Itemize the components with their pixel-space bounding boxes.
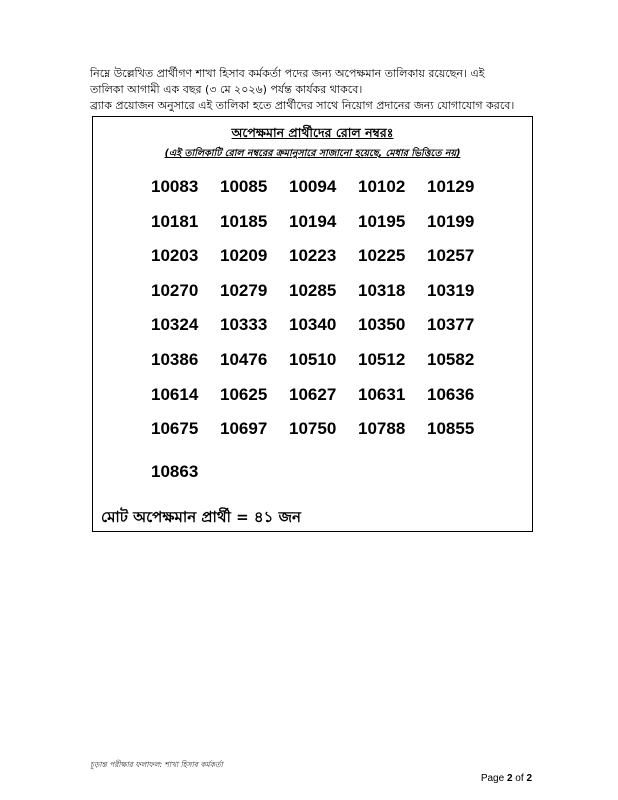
waiting-list-subtitle: (এই তালিকাটি রোল নম্বরের ক্রমানুসারে সাজানো হয়েছে, মেধার ভিত্তিতে নয়)	[164, 148, 461, 159]
footer-document-title: চূড়ান্ত পরীক্ষার ফলাফল: শাখা হিসাব কর্মকর্তা	[90, 760, 223, 769]
intro-text	[90, 66, 535, 114]
roll-number: 10185	[220, 211, 268, 231]
roll-number: 10209	[220, 246, 268, 266]
intro-line-2: তালিকা আগামী এক বছর (৩ মে ২০২৬) পর্যন্ত কার্যকর থাকবে।	[90, 83, 363, 96]
roll-number: 10340	[289, 315, 337, 335]
roll-number: 10319	[427, 280, 475, 300]
roll-number: 10750	[289, 419, 337, 439]
roll-number: 10350	[358, 315, 406, 335]
roll-number: 10083	[151, 177, 199, 196]
roll-number: 10476	[220, 349, 268, 369]
waiting-list-title: অপেক্ষমান প্রার্থীদের রোল নম্বরঃ	[231, 125, 394, 140]
roll-number: 10195	[358, 211, 406, 231]
intro-line-3: ব্র্যাক প্রয়োজন অনুসারে এই তালিকা হতে প্রার্থীদের সাথে নিয়োগ প্রদানের জন্য যোগাযোগ করবে।	[90, 99, 515, 112]
roll-number: 10697	[220, 419, 268, 439]
roll-number: 10614	[151, 384, 199, 404]
roll-number: 10855	[427, 419, 475, 439]
roll-number-grid	[151, 175, 496, 486]
roll-number: 10194	[289, 211, 337, 231]
roll-number: 10094	[289, 177, 337, 196]
total-candidates: মোট অপেক্ষমান প্রার্থী = ৪১ জন	[101, 508, 301, 526]
roll-number: 10788	[358, 419, 406, 439]
roll-number: 10582	[427, 349, 475, 369]
roll-number: 10129	[427, 177, 475, 196]
roll-number: 10631	[358, 384, 406, 404]
roll-number: 10636	[427, 384, 475, 404]
roll-number: 10625	[220, 384, 268, 404]
roll-number: 10102	[358, 177, 406, 196]
roll-number: 10223	[289, 246, 337, 266]
roll-number: 10225	[358, 246, 406, 266]
roll-number: 10377	[427, 315, 475, 335]
page-number: Page 2 of 2	[480, 773, 532, 784]
roll-number: 10279	[220, 280, 268, 300]
roll-number: 10257	[427, 246, 475, 266]
roll-number: 10199	[427, 211, 475, 231]
roll-number: 10285	[289, 280, 337, 300]
roll-number: 10324	[151, 315, 199, 335]
roll-number: 10675	[151, 419, 199, 439]
roll-number: 10270	[151, 280, 199, 300]
roll-number: 10510	[289, 349, 337, 369]
intro-line-1: নিম্নে উল্লেখিত প্রার্থীগণ শাখা হিসাব কর্মকর্তা পদের জন্য অপেক্ষমান তালিকায় রয়েছেন। এই	[90, 67, 485, 80]
roll-number: 10203	[151, 246, 199, 266]
roll-number: 10386	[151, 349, 199, 369]
waiting-list-box	[92, 116, 533, 532]
roll-number: 10863	[151, 461, 199, 481]
roll-number: 10181	[151, 211, 199, 231]
roll-number: 10085	[220, 177, 268, 196]
roll-number: 10512	[358, 349, 406, 369]
roll-number: 10333	[220, 315, 268, 335]
roll-number: 10318	[358, 280, 406, 300]
roll-number: 10627	[289, 384, 337, 404]
